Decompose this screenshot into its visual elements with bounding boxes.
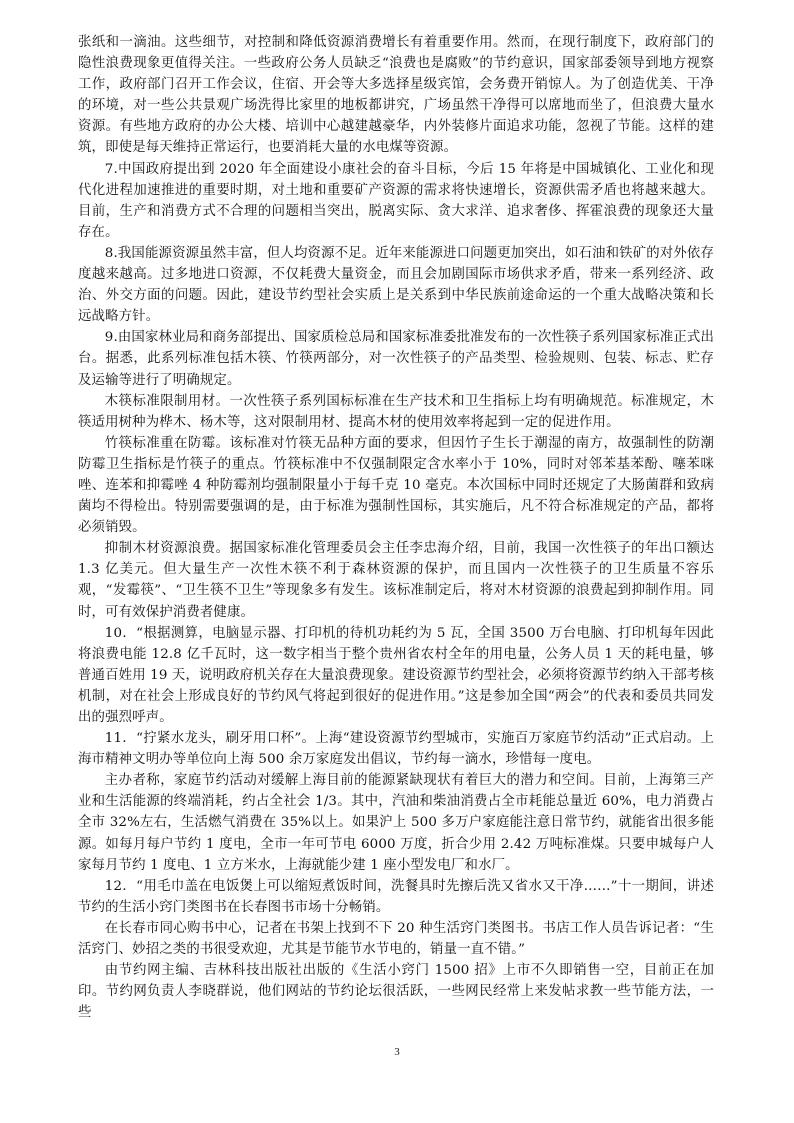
paragraph-7: 抑制木材资源浪费。据国家标准化管理委员会主任李忠海介绍，目前，我国一次性筷子的年出口额达 1.3 亿美元。但大量生产一次性木筷不利于森林资源的保护，而且国内一次性筷子的卫生质量不容乐观，“发霉筷”、“卫生筷不卫生”等现象多有发生。该标准制定后，将对木材资源的浪费起到抑制作用。同时，可有效保护消费者健康。 xyxy=(78,541,714,620)
paragraph-9: 11．“拧紧水龙头，刷牙用口杯”。上海“建设资源节约型城市，实施百万家庭节约活动”正式启动。上海市精神文明办等单位向上海 500 余万家庭发出倡议，节约每一滴水，珍惜每一度电。 xyxy=(78,731,714,768)
document-body xyxy=(78,32,714,1023)
paragraph-13: 由节约网主编、吉林科技出版社出版的《生活小窍门 1500 招》上市不久即销售一空，目前正在加印。节约网负责人李晓群说，他们网站的节约论坛很活跃，一些网民经常上来发帖求教一些节能方法，一些 xyxy=(78,963,714,1021)
paragraph-10: 主办者称，家庭节约活动对缓解上海目前的能源紧缺现状有着巨大的潜力和空间。目前，上海第三产业和生活能源的终端消耗，约占全社会 1/3。其中，汽油和柴油消费占全市耗能总量近 60%，电力消费占全市 32%左右，生活燃气消费在 35%以上。如果沪上 500 多万户家庭能注意日常节约，就能省出很多能源。如每月每户节约 1 度电，全市一年可节电 6000 万度，折合少用 2.42 万吨标准煤。只要申城每户人家每月节约 1 度电、1 立方米水，上海就能少建 1 座小型发电厂和水厂。 xyxy=(78,773,714,873)
paragraph-5: 木筷标准限制用材。一次性筷子系列国标标准在生产技术和卫生指标上均有明确规范。标准规定，木筷适用树种为桦木、杨木等，这对限制用材、提高木材的使用效率将起到一定的促进作用。 xyxy=(78,393,714,430)
page-number: 3 xyxy=(394,1046,400,1058)
paragraph-2: 7.中国政府提出到 2020 年全面建设小康社会的奋斗目标，今后 15 年将是中国城镇化、工业化和现代化进程加速推进的重要时期，对土地和重要矿产资源的需求将快速增长，资源供需矛盾也将越来越大。目前，生产和消费方式不合理的问题相当突出，脱离实际、贪大求洋、追求奢侈、挥霍浪费的现象还大量存在。 xyxy=(78,161,714,240)
paragraph-12: 在长春市同心购书中心，记者在书架上找到不下 20 种生活窍门类图书。书店工作人员告诉记者：“生活窍门、妙招之类的书很受欢迎，尤其是节能节水节电的，销量一直不错。” xyxy=(78,920,714,958)
paragraph-6: 竹筷标准重在防霉。该标准对竹筷无品种方面的要求，但因竹子生长于潮湿的南方，故强制性的防潮防霉卫生指标是竹筷子的重点。竹筷标准中不仅强制限定含水率小于 10%，同时对邻苯基苯酚、噻苯咪唑、连苯和抑霉唑 4 种防霉剂均强制限量小于每千克 10 毫克。本次国标中同时还规定了大肠菌群和致病菌均不得检出。特别需要强调的是，由于标准为强制性国标，其实施后，凡不符合标准规定的产品，都将必须销毁。 xyxy=(78,435,714,536)
paragraph-4: 9.由国家林业局和商务部提出、国家质检总局和国家标准委批准发布的一次性筷子系列国家标准正式出台。据悉，此系列标准包括木筷、竹筷两部分，对一次性筷子的产品类型、检验规则、包装、标志、贮存及运输等进行了明确规定。 xyxy=(78,330,714,388)
paragraph-3: 8.我国能源资源虽然丰富，但人均资源不足。近年来能源进口问题更加突出，如石油和铁矿的对外依存度越来越高。过多地进口资源，不仅耗费大量资金，而且会加剧国际市场供求矛盾，带来一系列经济、政治、外交方面的问题。因此，建设节约型社会实质上是关系到中华民族前途命运的一个重大战略决策和长远战略方针。 xyxy=(78,245,714,325)
paragraph-11: 12．“用毛巾盖在电饭煲上可以缩短煮饭时间，洗餐具时先擦后洗又省水又干净……”十一期间，讲述节约的生活小窍门类图书在长春图书市场十分畅销。 xyxy=(78,878,714,915)
paragraph-8: 10．“根据测算，电脑显示器、打印机的待机功耗约为 5 瓦，全国 3500 万台电脑、打印机每年因此将浪费电能 12.8 亿千瓦时，这一数字相当于整个贵州省农村全年的用电量，公务人员 1 天的耗电量，够普通百姓用 19 天，说明政府机关存在大量浪费现象。建设资源节约型社会，必须将资源节约纳入干部考核机制，对在社会上形成良好的节约风气将起到很好的促进作用。”这是参加全国“两会”的代表和委员共同发出的强烈呼声。 xyxy=(78,625,714,725)
paragraph-1: 张纸和一滴油。这些细节，对控制和降低资源消费增长有着重要作用。然而，在现行制度下，政府部门的隐性浪费现象更值得关注。一些政府公务人员缺乏“浪费也是腐败”的节约意识，国家部委领导到地方视察工作，政府部门召开工作会议，住宿、开会等大多选择星级宾馆，会务费开销惊人。为了创造优美、干净的环境，对一些公共景观广场洗得比家里的地板都讲究，广场虽然干净得可以席地而坐了，但浪费大量水资源。有些地方政府的办公大楼、培训中心越建越豪华，内外装修片面追求功能，忽视了节能。这样的建筑，即使是每天维持正常运行，也要消耗大量的水电煤等资源。 xyxy=(78,35,714,156)
